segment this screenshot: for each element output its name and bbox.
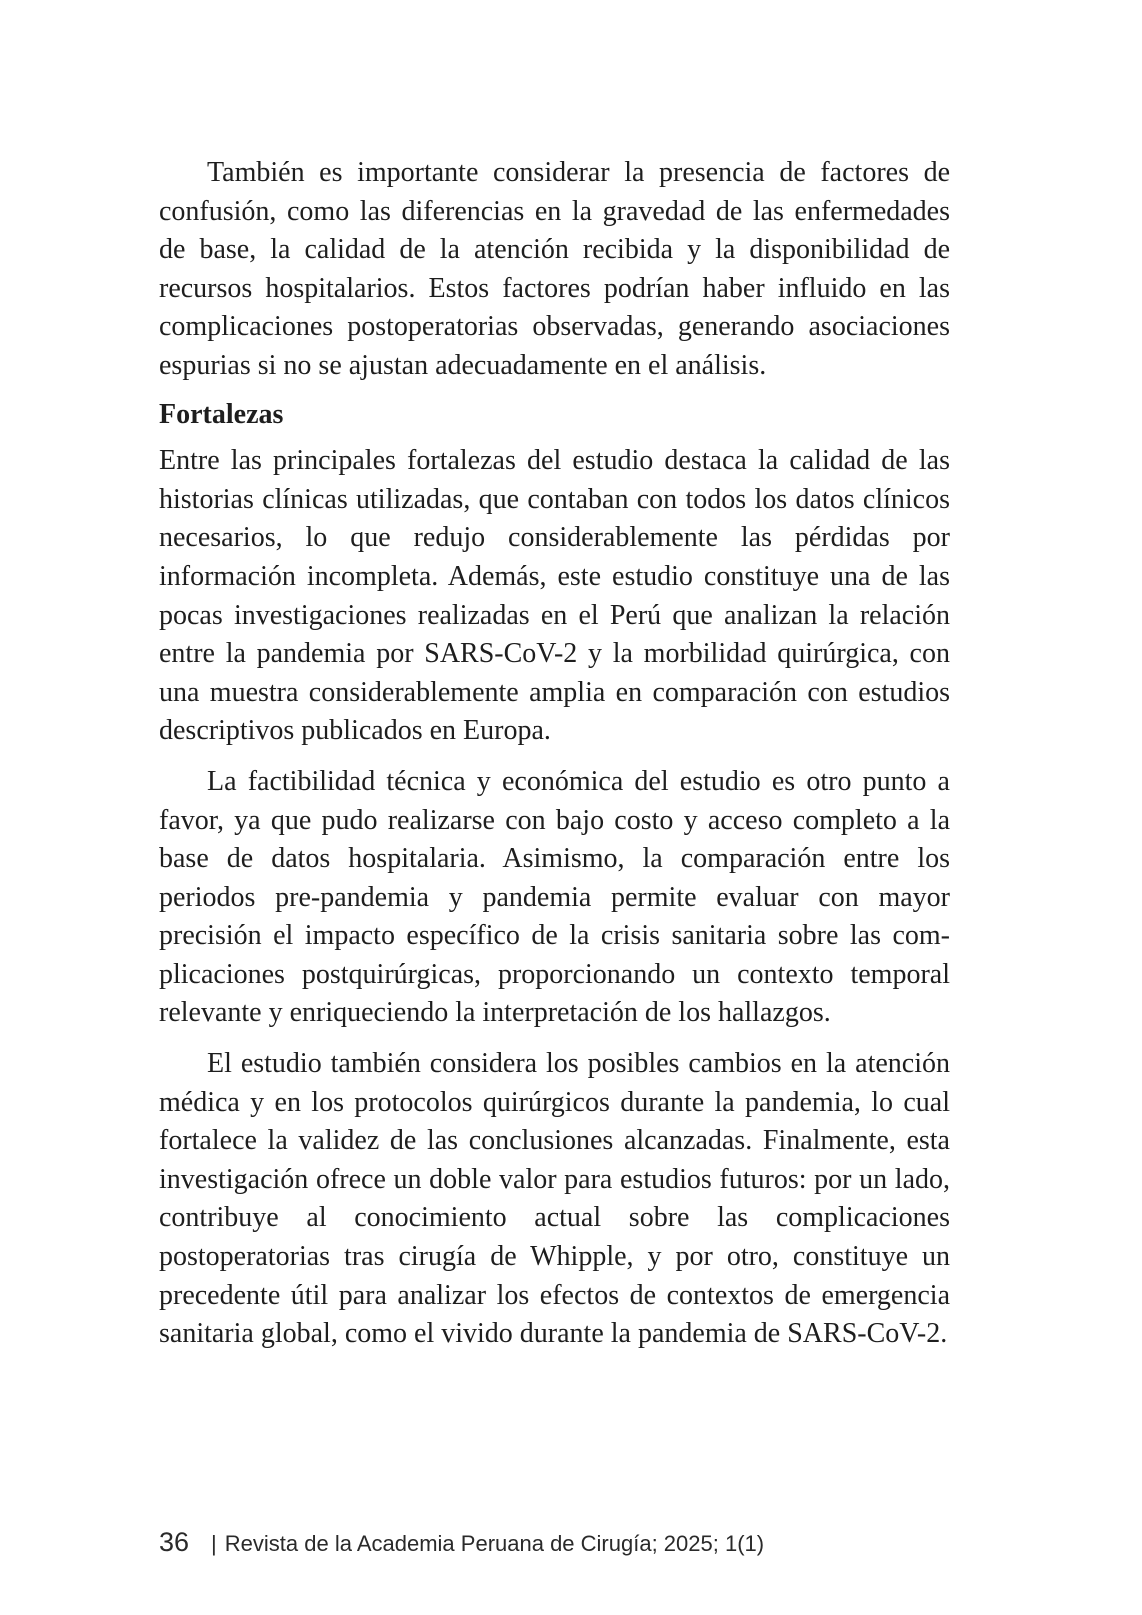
page-number: 36 (159, 1527, 190, 1557)
footer-separator: | (211, 1531, 217, 1556)
page-footer (159, 1527, 764, 1558)
paragraph-strengths-data-quality: Entre las principales fortalezas del estudio destaca la calidad de las historias clínicas utilizadas, que contaban con todos los datos clínicos necesarios, lo que redujo considerablemente las pérdidas por información incompleta. Además, este estudio constituye una de las pocas investigaciones realizadas en el Perú que analizan la relación entre la pandemia por SARS-CoV-2 y la morbilidad quirúrgica, con una muestra considerablemente amplia en comparación con estudios descriptivos publicados en Europa. (159, 445, 950, 747)
paragraph-strengths-validity: El estudio también considera los posibles cambios en la atención médica y en los protocolos quirúrgicos durante la pandemia, lo cual fortalece la validez de las conclusiones alcanzadas. Finalmente, esta investigación ofrece un doble valor para estudios futuros: por un lado, contribuye al conocimiento actual sobre las complicaciones postoperatorias tras cirugía de Whipple, y por otro, constituye un precedente útil para analizar los efectos de contextos de emergencia sanitaria global, como el vivido durante la pandemia de SARS-CoV-2. (159, 1048, 950, 1350)
section-heading-fortalezas: Fortalezas (159, 398, 284, 430)
body-text (159, 154, 950, 1354)
paragraph-strengths-feasibility: La factibilidad técnica y económica del estudio es otro punto a favor, ya que pudo realizarse con bajo costo y acceso completo a la base de datos hospitalaria. Asimismo, la comparación entre los periodos pre-pandemia y pandemia permite evaluar con mayor precisión el impacto específico de la crisis sanitaria sobre las complicaciones postquirúrgicas, proporcionando un contexto temporal relevante y enriqueciendo la interpretación de los hallazgos. (159, 765, 950, 1029)
journal-citation: Revista de la Academia Peruana de Cirugía; 2025; 1(1) (224, 1531, 765, 1556)
paragraph-confounding-factors: También es importante considerar la presencia de factores de confusión, como las diferencias en la gravedad de las enfermedades de base, la calidad de la atención recibida y la disponibilidad de recursos hospitalarios. Estos factores podrían haber influido en las complicaciones postoperatorias observadas, generando asociaciones espurias si no se ajustan adecuadamente en el análisis. (159, 157, 950, 381)
